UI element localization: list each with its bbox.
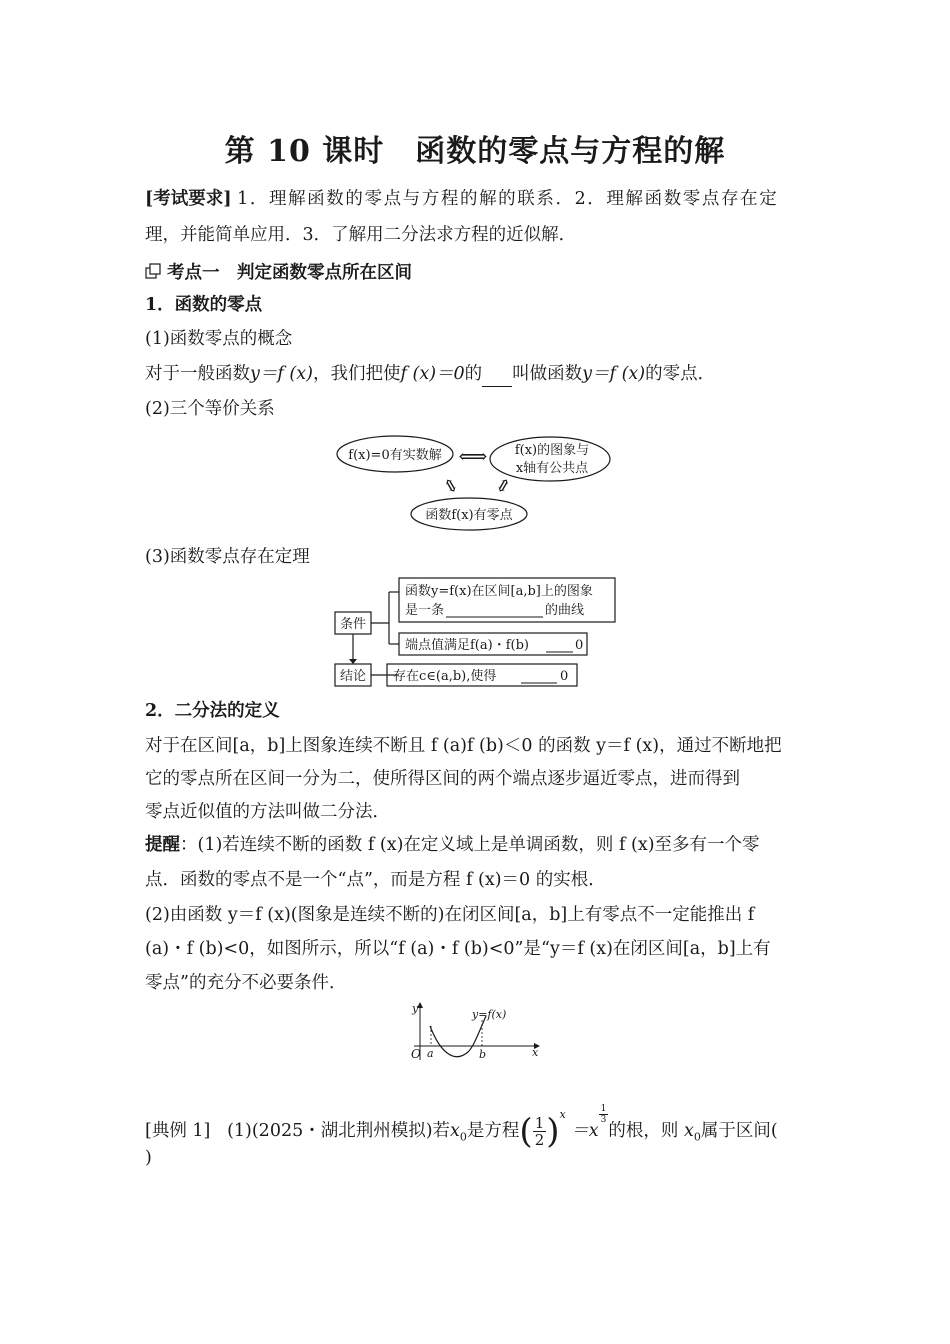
bisection-line-3: 零点近似值的方法叫做二分法． bbox=[145, 802, 390, 822]
example-line bbox=[145, 1095, 810, 1152]
equiv-right-text-2: x轴有公共点 bbox=[515, 461, 589, 476]
conclusion-text: 存在c∈(a,b),使得 bbox=[393, 669, 497, 684]
fill-blank bbox=[482, 362, 512, 387]
equiv-right-text-1: f(x)的图象与 bbox=[514, 443, 590, 458]
curve-label: y=f(x) bbox=[472, 1008, 507, 1021]
section-title: 考点一 判定函数零点所在区间 bbox=[167, 263, 412, 283]
example-x0-sub: 0 bbox=[459, 1130, 467, 1144]
example-x0-sub-2: 0 bbox=[693, 1130, 701, 1144]
example-tag: [典例 1] bbox=[145, 1121, 211, 1141]
page-title: 第 10 课时 函数的零点与方程的解 bbox=[224, 134, 726, 169]
exp-denominator: 3 bbox=[600, 1115, 607, 1125]
definition-line bbox=[145, 362, 810, 387]
equiv-arrow-right-icon: ⇕ bbox=[490, 473, 515, 500]
condition1-line2a: 是一条 bbox=[405, 603, 445, 618]
reminder-text-1: ：(1)若连续不断的函数 f (x)在定义域上是单调函数，则 f (x)至多有一个零 bbox=[180, 835, 760, 855]
reminder-line-3: (2)由函数 y＝f (x)(图象是连续不断的)在闭区间[a，b]上有零点不一定能推出 f bbox=[145, 905, 755, 925]
condition1-line1: 函数y=f(x)在区间[a,b]上的图象 bbox=[405, 584, 593, 599]
bisection-line-1: 对于在区间[a，b]上图象连续不断且 f (a)f (b)＜0 的函数 y＝f (x)，通过不断地把 bbox=[145, 736, 782, 756]
origin-label: O bbox=[411, 1047, 421, 1061]
example-x0: x bbox=[450, 1121, 460, 1141]
requirements-line-2: 理，并能简单应用．3．了解用二分法求方程的近似解． bbox=[145, 225, 577, 245]
condition1-line2b: 的曲线 bbox=[545, 603, 585, 618]
conclusion-label: 结论 bbox=[339, 669, 367, 684]
condition-label: 条件 bbox=[339, 617, 367, 632]
section-marker-icon bbox=[145, 263, 165, 281]
def-text-mid1: ，我们把使 bbox=[312, 364, 401, 384]
def-eq-3: y＝f (x) bbox=[582, 364, 646, 384]
exponent-x: x bbox=[559, 1108, 566, 1121]
right-paren-icon: ) bbox=[546, 1111, 560, 1152]
reminder-line-1 bbox=[145, 833, 810, 857]
y-axis-label: y bbox=[412, 1002, 419, 1015]
def-text-post: 叫做函数 bbox=[512, 364, 583, 384]
sub-concept: (1)函数零点的概念 bbox=[145, 329, 293, 349]
down-arrow-icon bbox=[349, 659, 357, 664]
function-graph bbox=[406, 1000, 546, 1066]
heading-zero-point: 1．函数的零点 bbox=[145, 295, 263, 315]
frac-denominator: 2 bbox=[534, 1131, 545, 1149]
def-text-pre: 对于一般函数 bbox=[145, 364, 250, 384]
equiv-arrow-left-icon: ⇕ bbox=[439, 473, 464, 500]
sub-theorem: (3)函数零点存在定理 bbox=[145, 547, 310, 567]
reminder-line-5: 零点”的充分不必要条件． bbox=[145, 973, 347, 993]
example-post: 的根，则 bbox=[608, 1121, 679, 1141]
def-text-mid2: 的 bbox=[464, 364, 483, 384]
requirements-text-1: 1．理解函数的零点与方程的解的联系．2．理解函数零点存在定 bbox=[237, 189, 779, 209]
example-close-paren: ) bbox=[145, 1148, 152, 1168]
x-axis-label: x bbox=[532, 1046, 539, 1059]
reminder-line-4: (a)・f (b)<0，如图所示，所以“f (a)・f (b)<0”是“y＝f (x)在闭区间[a，b]上有 bbox=[145, 939, 771, 959]
example-mid: 是方程 bbox=[466, 1121, 520, 1141]
def-eq-2: f (x)＝0 bbox=[400, 364, 465, 384]
theorem-diagram bbox=[333, 576, 618, 688]
section-header bbox=[145, 259, 412, 284]
heading-bisection: 2．二分法的定义 bbox=[145, 701, 280, 721]
condition2-text: 端点值满足f(a)・f(b) bbox=[405, 638, 529, 653]
exp-numerator: 1 bbox=[600, 1104, 607, 1114]
sub-equivalence: (2)三个等价关系 bbox=[145, 399, 275, 419]
bisection-line-2: 它的零点所在区间一分为二，使所得区间的两个端点逐步逼近零点，进而得到 bbox=[145, 769, 740, 789]
reminder-line-2: 点．函数的零点不是一个“点”，而是方程 f (x)＝0 的实根． bbox=[145, 870, 606, 890]
function-curve bbox=[430, 1016, 486, 1057]
b-label: b bbox=[479, 1048, 487, 1061]
requirements-tag: [考试要求] bbox=[145, 189, 232, 209]
example-pre: (1)(2025・湖北荆州模拟)若 bbox=[227, 1121, 451, 1141]
a-label: a bbox=[427, 1047, 434, 1060]
conclusion-zero: 0 bbox=[560, 669, 569, 684]
condition2-zero: 0 bbox=[575, 638, 584, 653]
equivalence-diagram bbox=[333, 432, 618, 532]
equiv-left-text: f(x)=0有实数解 bbox=[348, 448, 442, 463]
reminder-label: 提醒 bbox=[145, 835, 180, 855]
fraction-half bbox=[533, 1115, 547, 1148]
example-post2: 属于区间( bbox=[700, 1121, 778, 1141]
frac-numerator: 1 bbox=[534, 1114, 545, 1132]
requirements-line-1 bbox=[145, 187, 810, 211]
equiv-bottom-text: 函数f(x)有零点 bbox=[425, 508, 513, 523]
example-eq: ＝x bbox=[571, 1121, 599, 1141]
equiv-arrow-horizontal-icon: ⟺ bbox=[458, 444, 488, 468]
exponent-fraction bbox=[599, 1104, 609, 1125]
def-text-end: 的零点． bbox=[645, 364, 716, 384]
example-x0-2: x bbox=[683, 1121, 694, 1141]
left-paren-icon: ( bbox=[519, 1111, 533, 1152]
def-eq-1: y＝f (x) bbox=[250, 364, 313, 384]
